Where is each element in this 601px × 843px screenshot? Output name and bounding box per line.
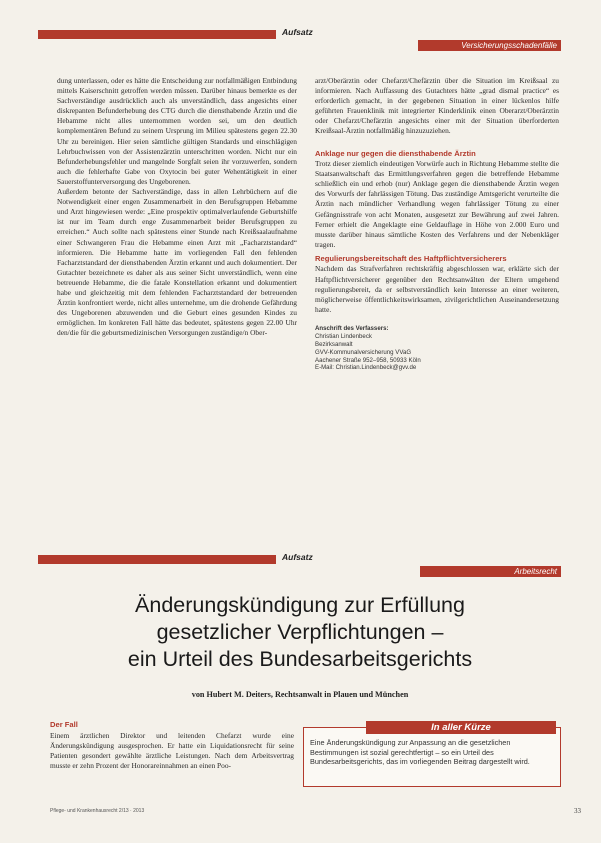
section-heading-anklage: Anklage nur gegen die diensthabende Ärztin [315,148,476,158]
left-paragraph-1: dung unterlassen, oder es hätte die Entscheidung zur notfallmäßigen Entbindung mittels Kaiserschnitt getroffen werden müssen. Darüber hinaus bemerkte es der Sachverständige ausdrücklich auch als unverständlich, dass angesichts einer diskrepanten Befunderhebung des CTG durch die diensthabende Ärztin und die Hebamme nicht alles unternommen worden sei, um den deutlich komplementären Befund zu seinem Ursprung im Milieu spätestens gegen 22.30 Uhr zu bereinigen. Hier seien sämtliche gültigen Standards und einschlägigen Lehrbuchwissen von der Assistenzärztin unterschritten worden. Nicht nur ein Befunderhebungsfehler und mangelnde Sorgfalt seien ihr vorzuwerfen, sondern auch die fehlerhafte Gabe von Oxytocin bei guter Wehentätigkeit in einer Sauerstoffunterversorgung des Ungeborenen. [57,76,297,186]
author-address-title: Anschrift des Verfassers: [315,324,389,332]
section-heading-der-fall: Der Fall [50,720,78,729]
article-title [60,592,540,673]
article-byline: von Hubert M. Deiters, Rechtsanwalt in Plauen und München [191,690,409,699]
bottom-section-label: Aufsatz [282,552,313,562]
author-line: Aachener Straße 952–958, 50933 Köln [315,356,421,364]
page-number: 33 [574,807,581,815]
author-line: Christian Lindenbeck [315,332,372,340]
author-address [315,325,559,372]
summary-box [303,722,561,787]
journal-footer: Pflege- und Krankenhausrecht 2/13 · 2013 [50,808,145,814]
section-heading-regulierung: Regulierungsbereitschaft des Haftpflichtversicherers [315,253,507,263]
top-topic-bar: Versicherungsschadenfälle [418,40,561,51]
author-line: E-Mail: Christian.Lindenbeck@gvv.de [315,364,417,372]
article-title-line: Änderungskündigung zur Erfüllung [135,593,465,617]
summary-box-heading: In aller Kürze [366,721,556,734]
top-section-label: Aufsatz [282,27,313,37]
article-title-line: gesetzlicher Verpflichtungen – [156,620,444,644]
left-column [57,76,297,338]
summary-box-text: Eine Änderungskündigung zur Anpassung an die gesetzlichen Bestimmungen ist sozial gerechtfertigt – so ein Urteil des Bundesarbeitsgerichts, das im vorliegenden Beitrag dargestellt wird. [310,738,530,767]
bottom-topic-bar: Arbeitsrecht [420,566,561,577]
right-paragraph-3: Nachdem das Strafverfahren rechtskräftig abgeschlossen war, erklärte sich der Haftpflichtversicherer gegenüber den Rechtsanwälten der Eltern umgehend regulierungsbereit, da er selbstverständlich kein Interesse an einer weiteren, möglicherweise öffentlichkeitswirksamen, zivilgerichtlichen Auseinandersetzung hatte. [315,264,559,314]
right-column [315,76,559,372]
right-paragraph-2: Trotz dieser ziemlich eindeutigen Vorwürfe auch in Richtung Hebamme stellte die Staatsanwaltschaft das Ermittlungsverfahren gegen die betreffende Hebamme schließlich ein und erhob (nur) Anklage gegen die diensthabende Ärztin wegen des Vorwurfs der fahrlässigen Tötung. Das zuständige Amtsgericht verurteilte die Ärztin nach mündlicher Verhandlung wegen fahrlässiger Tötung zu einer Gefängnisstrafe von acht Monaten, ausgesetzt zur Bewährung auf zwei Jahren. Ferner erhielt die Angeklagte eine Geldauflage in Höhe von 2.000 Euro und musste darüber hinaus sämtliche Kosten des Verfahrens und der Nebenkläger tragen. [315,159,559,249]
article-lead-column [50,718,294,771]
article-title-line: ein Urteil des Bundesarbeitsgerichts [127,647,473,671]
top-section-bar [38,30,276,39]
right-paragraph-1: arzt/Oberärztin oder Chefarzt/Chefärztin über die Situation im Kreißsaal zu informieren. Nach Auffassung des Gutachters hätte „grad dismal practice“ es erforderlich gemacht, in der gegebenen Situation in einer lückenlos hilfe geführten Frauenklinik mit integrierter Kinderklinik einen Oberarzt/Oberärztin oder Chefarzt/Chefärztin angesichts einer mit der Situation überforderten Kreißsaal-Ärztin notfallmäßig hinzuzuziehen. [315,76,559,136]
article-lead-paragraph: Einem ärztlichen Direktor und leitenden Chefarzt wurde eine Änderungskündigung ausgesprochen. Er hatte ein Liquidationsrecht für seine Patienten gesondert gewählte ärztliche Leistungen. Nach dem Arbeitsvertrag musste er zehn Prozent der Honorareinnahmen an einen Poo- [50,730,294,770]
author-line: GVV-Kommunalversicherung VVaG [315,348,412,356]
bottom-section-bar [38,555,276,564]
left-paragraph-2: Außerdem betonte der Sachverständige, dass in allen Lehrbüchern auf die Notwendigkeit einer engen Zusammenarbeit in den Berufsgruppen Hebamme und Arzt hingewiesen werde: „Eine prospektiv optimalverlaufende Geburtshilfe ist nur im Team durch enge Zusammenarbeit beider Berufsgruppen zu erreichen.“ Auch sollte nach spätestens einer Stunde nach Kreißsaalaufnahme einer Schwangeren Frau die Hebamme einen Arzt mit „Facharztstandard“ informieren. Die Hebamme hatte im vorliegenden Fall den fehlenden Facharztstandard der diensthabenden Ärztin erkannt und auch dokumentiert. Der Gutachter bezeichnete es daher als aus seiner Sicht unverständlich, wenn eine betreuende Hebamme, die die fatale Konstellation erkannt und dokumentiert habe und gleichzeitig mit dem fehlenden Facharztstandard der betreuenden Ärztin konfrontiert werde, nicht alles unternehme, um die drohende Gefährdung des Ungeborenen abzuwenden und die Geburt eines gesunden Kindes zu ermöglichen. Im konkreten Fall hätte das bedeutet, spätestens gegen 22.00 Uhr den/die für die geburtsmedizinischen Versorgungen zuständige/n Ober- [57,187,297,338]
author-line: Bezirksanwalt [315,340,353,348]
